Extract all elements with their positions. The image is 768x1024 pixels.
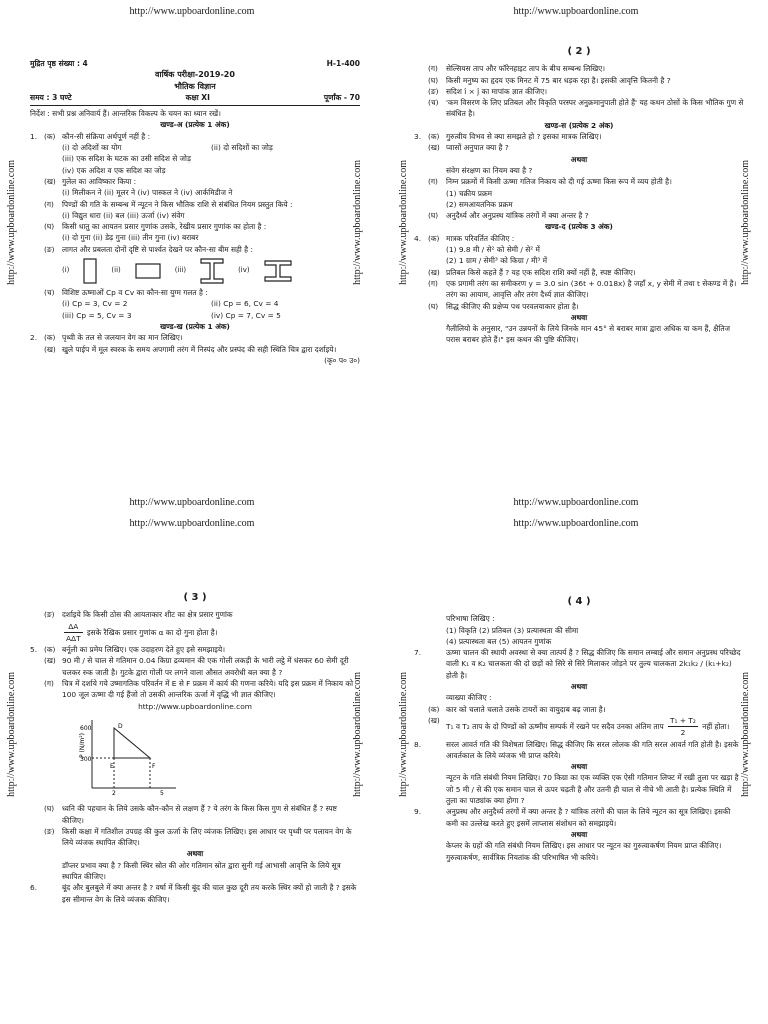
question-text: खुले पाईप में मूल स्वरक के समय अपगामी तरंग में निस्पंद और प्रस्पंद की सही स्थिति चित्र द्वारा दर्शाइये। [62, 344, 337, 354]
header-row [30, 58, 360, 69]
question-1e [30, 244, 360, 255]
inline-url: http://www.upboardonline.com [138, 701, 252, 711]
instruction: निर्देश : सभी प्रश्न अनिवार्य हैं। आन्तरिक विकल्प के चयन का ध्यान रखें। [30, 109, 221, 119]
graph-y-label: P (N/m²) [79, 733, 86, 758]
question-letter: (ङ) [428, 86, 439, 96]
question-letter: (क) [428, 233, 440, 243]
url-top: http://www.upboardonline.com [129, 6, 255, 17]
question-5c [30, 678, 360, 701]
question-letter: (ख) [44, 344, 56, 354]
options-1d: (i) दो गुना (ii) डेढ़ गुना (iii) तीन गुना (iv) बराबर [62, 233, 199, 243]
question-number: 7. [414, 648, 422, 658]
process-triangle [114, 728, 150, 758]
question-letter: (ग) [428, 177, 438, 187]
url-side-left: http://www.upboardonline.com [398, 160, 409, 285]
question-text: किसी धातु का आयतन प्रसार गुणांक उसके, रेखीय प्रसार गुणांक का होता है : [62, 222, 267, 232]
question-text: किसी कक्षा में गतिशील उपग्रह की कुल ऊर्जा के लिए व्यंजक लिखिए। इस आधार पर पृथ्वी पर पलायन वेग के लिये व्यंजक स्थापित कीजिए। [62, 826, 352, 848]
question-9 [414, 806, 744, 829]
question-1d [30, 221, 360, 232]
question-letter: (ग) [44, 679, 54, 689]
page-2 [384, 0, 768, 512]
question-text: विशिष्ट ऊष्माओं Cp व Cv का कौन-सा युग्म गलत है : [62, 288, 208, 298]
alternate-question: केप्लर के ग्रहों की गति संबंधी नियम लिखिए। इस आधार पर न्यूटन का गुरुत्वाकर्षण नियम प्राप्त कीजिए। गुरुत्वाकर्षण, सार्वत्रिक नियतांक की परिभाषित भी करिये। [446, 841, 722, 862]
question-7a [414, 704, 744, 715]
url-side-right: http://www.upboardonline.com [352, 160, 363, 285]
i-beam-icon [200, 258, 224, 284]
or-label: अथवा [570, 154, 588, 164]
question-letter: (ख) [428, 267, 440, 277]
question-text: किसी मनुष्य का हृदय एक मिनट में 75 बार धड़क रहा है। इसकी आवृत्ति कितनी है ? [446, 75, 671, 85]
question-text: 'कम विसरण के लिए प्रतिबल और विकृति परस्पर अनुक्रमानुपाती होते हैं' यह कथन ठोसों के किस भौतिक गुण से संबंधित है। [446, 98, 744, 119]
question-text: गुरुत्वीय विभव से क्या समझते हो ? इसका मात्रक लिखिए। [446, 132, 602, 142]
url-top: http://www.upboardonline.com [513, 518, 639, 529]
question-text: निम्न प्रक्रमों में किसी ऊष्मा गतिज निकाय को दी गई ऊष्मा किस रूप में व्यय होती है। [446, 177, 672, 187]
or-label: अथवा [186, 849, 204, 859]
or-label: अथवा [570, 312, 588, 322]
class-name: कक्षा XI [185, 92, 210, 102]
alternate-question: संवेग संरक्षण का नियम क्या है ? [446, 165, 533, 175]
question-letter: (घ) [44, 804, 55, 814]
question-2e [414, 86, 744, 97]
question-letter: (घ) [428, 211, 439, 221]
or-label: अथवा [570, 762, 588, 772]
question-3a [414, 131, 744, 142]
question-number: 9. [414, 807, 422, 817]
question-letter: (च) [44, 288, 55, 298]
x-tick: 5 [160, 789, 164, 796]
question-2b [30, 344, 360, 355]
question-letter: (घ) [428, 301, 439, 311]
question-1c [30, 199, 360, 210]
question-text-part: नहीं होता। [702, 721, 730, 731]
url-side-left: http://www.upboardonline.com [398, 672, 409, 797]
question-2f [414, 97, 744, 120]
section-b-heading: खण्ड-ख (प्रत्येक 1 अंक) [160, 321, 230, 331]
question-letter: (ग) [428, 278, 438, 288]
options-1b: (i) मिलीकन ने (ii) मूलर ने (iv) पास्कल ने (iv) आर्कमिडीज ने [62, 188, 233, 198]
question-letter: (ङ) [44, 244, 55, 254]
question-text: मात्रक परिवर्तित कीजिए : [446, 233, 515, 243]
page-2-content [414, 46, 744, 346]
question-letter: (क) [428, 704, 440, 714]
fraction [668, 715, 698, 739]
question-number: 5. [30, 645, 38, 655]
question-text: इसके रैखिक प्रसार गुणांक α का दो गुना होता है। [87, 627, 218, 637]
question-2a [30, 332, 360, 343]
page-3-content [30, 592, 360, 905]
question-5d [30, 803, 360, 826]
question-letter: (क) [44, 645, 56, 655]
question-text: गुलेल का आविष्कार किया : [62, 176, 137, 186]
question-letter: (घ) [44, 222, 55, 232]
question-4e [30, 609, 360, 620]
question-letter: (ग) [428, 64, 438, 74]
question-3b [414, 142, 744, 153]
fraction [64, 621, 83, 645]
url-bottom: http://www.upboardonline.com [129, 497, 255, 508]
question-6 [30, 882, 360, 905]
url-side-right: http://www.upboardonline.com [352, 672, 363, 797]
option: (1) 9.8 मी / से² को सेमी / से² में [446, 245, 540, 255]
fraction-line [30, 621, 360, 645]
option: (i) Cp = 3, Cv = 2 [62, 299, 128, 309]
or-label: अथवा [570, 682, 588, 692]
question-7b [414, 715, 744, 739]
section-c-heading: खण्ड-स (प्रत्येक 2 अंक) [544, 120, 614, 130]
page-number: ( 4 ) [567, 596, 591, 607]
question-text: कार को चलाते चलाते उसके टायरों का वायुदाब बढ़ जाता है। [446, 704, 606, 714]
url-side-right: http://www.upboardonline.com [740, 672, 751, 797]
question-letter: (ख) [44, 176, 56, 186]
question-4c [414, 278, 744, 301]
question-letter: (क) [44, 131, 56, 141]
question-letter: (घ) [428, 75, 439, 85]
question-text: प्वासों अनुपात क्या है ? [446, 143, 509, 153]
options-1c: (i) विद्युत धारा (ii) बल (iii) ऊर्जा (iv) संवेग [62, 210, 185, 220]
question-text: एक प्रगामी तरंग का समीकरण y = 3.0 sin (36t + 0.018x) है जहाँ x, y सेमी में तथा t सेकण्ड में है। तरंग का आयाम, आवृत्ति और तरंग दैर्ध्य ज्ञात कीजिए। [446, 278, 737, 300]
question-text: चित्र में दर्शाये गये उष्मागतिक परिवर्तन में E से F प्रक्रम में कार्य की गणना करिये। यदि इस प्रक्रम में निकाय को 100 जूल ऊष्मा दी गई हैंजो तो उसकी आन्तरिक ऊर्जा में वृद्धि भी ज्ञात कीजिए। [62, 679, 353, 700]
h-beam-icon [264, 260, 292, 282]
paper-code: H-1-400 [326, 59, 360, 68]
alternate-question: न्यूटन के गति संबंधी नियम लिखिए। 70 किग्रा का एक व्यक्ति एक ऐसी गतिमान लिफ्ट में रखी तुला पर खड़ा है जो 5 मी / से की एक समान चाल से ऊपर चढ़ती है और उतनी ही चाल से नीचे भी आती है। प्रत्येक स्थिति में तुला का पाठ्यांक क्या होगा ? [446, 773, 739, 806]
question-letter: (च) [428, 98, 439, 108]
question-letter: (ख) [428, 715, 440, 725]
question-5e [30, 826, 360, 849]
question-text: अनुदैर्ध्य और अनुप्रस्थ यांत्रिक तरंगों में क्या अन्तर है ? [446, 211, 589, 221]
shape-label: (i) [62, 266, 70, 275]
point-label: D [118, 722, 123, 730]
shape-label: (ii) [111, 266, 121, 275]
option: (iv) Cp = 7, Cv = 5 [211, 310, 281, 320]
options-1a [30, 142, 360, 153]
question-text: पिण्डों की गति के सम्बन्ध में न्यूटन ने किस भौतिक राशि से संबंधित नियम प्रस्तुत किये : [62, 199, 293, 209]
question-1f [30, 287, 360, 298]
option: (1) विकृति (2) प्रतिबल (3) प्रत्यास्थता की सीमा [446, 625, 579, 635]
alternate-question: गैलीलियो के अनुसार, "उन उन्नयनों के लिये जिनके मान 45° से बराबर मात्रा द्वारा अधिक या कम हैं, क्षैतिज परास बराबर होते हैं।" इस कथन की पुष्टि कीजिए। [446, 324, 731, 345]
option: (iv) एक अदिश व एक सदिश का जोड़ [62, 165, 166, 175]
question-text: पृथ्वी के तल से जलयान वेग का मान लिखिए। [62, 333, 183, 343]
flat-beam-icon [135, 263, 161, 279]
option: (ii) दो सदिशों का जोड़ [211, 143, 273, 153]
question-5b [30, 655, 360, 678]
rectangle-beam-icon [83, 258, 97, 284]
point-label: F [152, 762, 156, 770]
question-text: बर्नूली का प्रमेय लिखिए। एक उदाहरण देते हुए इसे समझाइये। [62, 645, 226, 655]
page-1 [0, 0, 384, 512]
option: (iii) एक सदिश के घटक का उसी सदिश से जोड़ [62, 154, 191, 164]
exam-name: वार्षिक परीक्षा-2019-20 [155, 70, 235, 80]
divider [30, 105, 360, 106]
or-label: अथवा [570, 829, 588, 839]
question-text: दर्शाइये कि किसी ठोस की आयताकार शीट का क्षेत्र प्रसार गुणांक [62, 610, 233, 620]
page-4 [384, 512, 768, 1024]
question-text: ऊष्मा चालन की स्थायी अवस्था से क्या तात्पर्य है ? सिद्ध कीजिए कि समान लम्बाई और समान अनुप्रस्थ परिच्छेद वाली K₁ व K₂ चालकता की दो छड़ों को सिरे से सिरे मिलाकर जोड़ने पर तुल्य चालकता 2k₁k₂ / (k₁+k₂) होती है। [446, 648, 741, 680]
please-turn-over: (कृ० प० उ०) [324, 355, 360, 365]
fraction-denominator: 2 [680, 728, 686, 738]
time-allowed: समय : 3 घण्टे [30, 92, 72, 102]
y-tick: 300 [80, 755, 92, 763]
x-tick: 2 [112, 789, 116, 796]
option: (ii) Cp = 6, Cv = 4 [211, 299, 279, 309]
fraction-numerator: ΔA [64, 621, 83, 633]
pv-graph [70, 716, 180, 796]
question-1a [30, 131, 360, 142]
question-text: ध्वनि की पहचान के लिये उसके कौन-कौन से लक्षण हैं ? ये तरंग के किस किस गुण से संबंधित हैं ? स्पष्ट कीजिए। [62, 804, 337, 825]
options-1f [30, 298, 360, 321]
question-number: 2. [30, 333, 38, 343]
subject-name: भौतिक विज्ञान [174, 81, 216, 91]
question-8 [414, 739, 744, 762]
question-1b [30, 176, 360, 187]
question-text: सरल आवर्त गति की विशेषता लिखिए। सिद्ध कीजिए कि सरल लोलक की गति सरल आवर्त गति होती है। इसके आवर्तकाल के लिये व्यंजक भी प्राप्त करिये। [446, 739, 739, 760]
y-tick: 600 [80, 724, 92, 732]
question-2c [414, 63, 744, 74]
option: (i) दो अदिशों का योग [62, 143, 122, 153]
explain-heading: व्याख्या कीजिए : [446, 693, 492, 703]
question-number: 6. [30, 883, 38, 893]
option: (4) प्रत्यास्थता बल (5) आयतन गुणांक [446, 636, 552, 646]
page-number: ( 3 ) [183, 592, 207, 603]
question-text: सिद्ध कीजिए की प्रक्षेप्य पथ परवलयाकार होता है। [446, 301, 579, 311]
question-text-part: T₁ व T₂ ताप के दो पिण्डों को ऊष्मीय सम्पर्क में रखने पर सदैव उनका अंतिम ताप [446, 721, 664, 731]
question-number: 3. [414, 132, 422, 142]
question-text: लागत और प्रबलता दोनों दृष्टि से पार्श्वत देखने पर कौन-सा बीम सही है : [62, 244, 253, 254]
question-text: सदिश î × ĵ का मापांक ज्ञात कीजिए। [446, 86, 548, 96]
question-4b [414, 267, 744, 278]
shape-label: (iii) [174, 266, 187, 275]
question-letter: (क) [428, 132, 440, 142]
option: (iii) Cp = 5, Cv = 3 [62, 310, 132, 320]
option: (2) 1 ग्राम / सेमी³ को किग्रा / मी³ में [446, 256, 548, 266]
point-label: E [110, 762, 114, 770]
url-bottom: http://www.upboardonline.com [513, 497, 639, 508]
question-4d [414, 301, 744, 312]
question-2d [414, 75, 744, 86]
page-1-content [30, 58, 360, 366]
option: (1) चक्रीय प्रक्रम [446, 188, 493, 198]
section-a-heading: खण्ड-अ (प्रत्येक 1 अंक) [160, 120, 230, 130]
question-number: 8. [414, 739, 422, 749]
question-text: अनुप्रस्थ और अनुदैर्ध्य तरंगों में क्या अन्तर है ? यांत्रिक तरंगों की चाल के लिये न्यूटन का सूत्र लिखिए। इसकी कमी का उल्लेख करते हुए इसमें लाप्लास संशोधन को समझाइये। [446, 807, 731, 828]
question-text: 90 मी / से चाल से गतिमान 0.04 किग्रा द्रव्यमान की एक गोली लकड़ी के भारी लट्ठे में धंसकर 60 सेमी दूरी चलकर रुक जाती है। गुटके द्वारा गोली पर लगने वाला औसत अवरोधी बल क्या है ? [62, 656, 349, 677]
page-number: ( 2 ) [567, 46, 591, 57]
question-3d [414, 210, 744, 221]
question-letter: (ख) [428, 143, 440, 153]
question-number: 1. [30, 131, 38, 141]
url-side-right: http://www.upboardonline.com [740, 160, 751, 285]
header-row-2 [30, 92, 360, 103]
question-4a [414, 233, 744, 244]
question-text: कौन-सी संक्रिया अर्थपूर्ण नहीं है : [62, 131, 151, 141]
define-heading: परिभाषा लिखिए : [446, 614, 495, 624]
url-side-left: http://www.upboardonline.com [6, 672, 17, 797]
printed-pages: मुद्रित पृष्ठ संख्या : 4 [30, 59, 88, 68]
question-letter: (ङ) [44, 826, 55, 836]
question-7 [414, 647, 744, 681]
option: (2) समआयतनिक प्रक्रम [446, 199, 513, 209]
question-3c [414, 176, 744, 187]
question-letter: (ग) [44, 199, 54, 209]
url-top: http://www.upboardonline.com [513, 6, 639, 17]
url-side-left: http://www.upboardonline.com [6, 160, 17, 285]
fraction-denominator: AΔT [66, 633, 81, 643]
question-text: प्रतिबल किसे कहते हैं ? यह एक सदिश राशि क्यों नहीं है, स्पष्ट कीजिए। [446, 267, 636, 277]
section-d-heading: खण्ड-द (प्रत्येक 3 अंक) [545, 222, 613, 232]
fraction-numerator: T₁ + T₂ [668, 715, 698, 727]
question-5a [30, 644, 360, 655]
page-3 [0, 512, 384, 1024]
question-text [446, 715, 744, 739]
max-marks: पूर्णांक - 70 [323, 92, 360, 102]
alternate-question: डॉप्लर प्रभाव क्या है ? किसी स्थिर स्रोत की ओर गतिमान स्रोत द्वारा सुनी गई आभासी आवृत्ति के लिये सूत्र स्थापित कीजिए। [62, 860, 341, 882]
shape-label: (iv) [238, 266, 250, 275]
question-letter: (ङ) [44, 610, 55, 620]
url-top: http://www.upboardonline.com [129, 518, 255, 529]
question-number: 4. [414, 233, 422, 243]
question-text: सेल्सियस ताप और फॉरेनहाइट ताप के बीच सम्बन्ध लिखिए। [446, 64, 606, 74]
page-4-content [414, 596, 744, 863]
question-text: बूंद और बुलबुले में क्या अन्तर है ? वर्षा में किसी बूंद की चाल कुछ दूरी तय करके स्थिर क्यों हो जाती है ? इसके इस सीमान्त वेग के लिये व्यंजक कीजिए। [62, 883, 357, 904]
question-letter: (क) [44, 333, 56, 343]
beam-shapes [30, 258, 360, 284]
question-letter: (ख) [44, 656, 56, 666]
